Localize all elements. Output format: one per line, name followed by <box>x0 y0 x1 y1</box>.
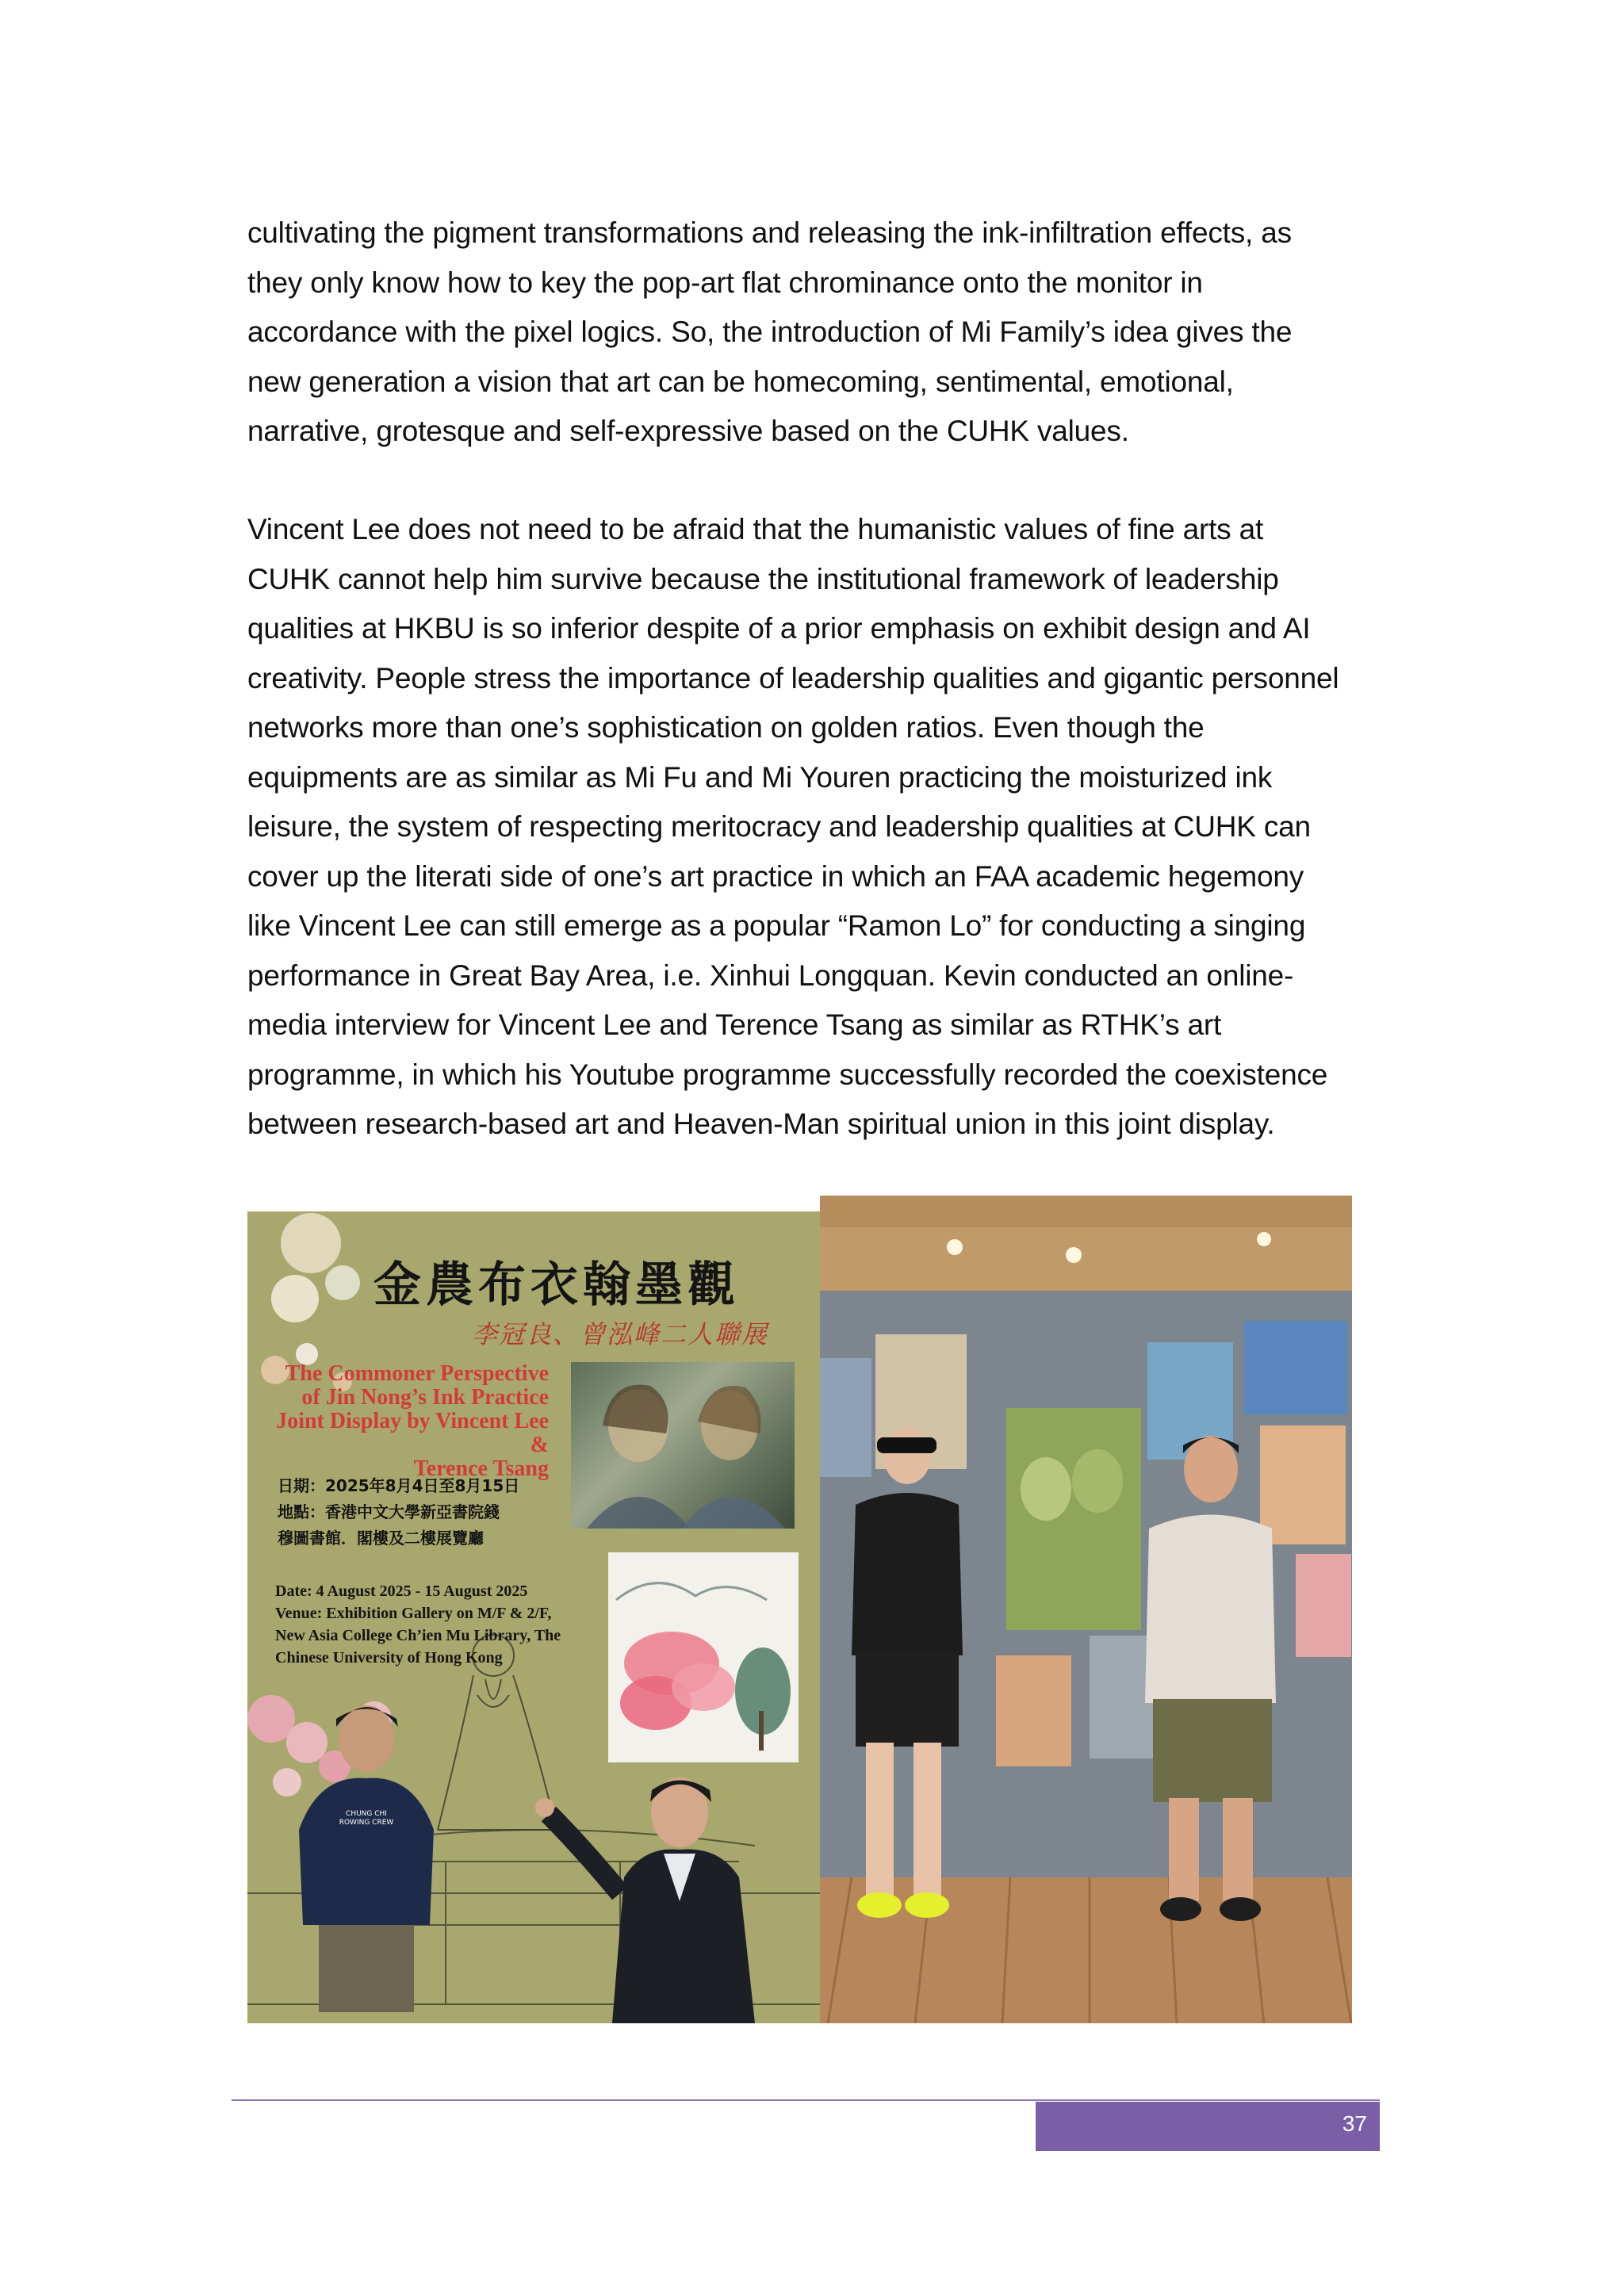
gallery-photo <box>820 1196 1352 2023</box>
paragraph-1 <box>247 209 1397 457</box>
paragraph-2-line: networks more than one’s sophistication on golden ratios. Even though the <box>247 711 1205 744</box>
paragraph-1-line: accordance with the pixel logics. So, the introduction of Mi Family’s idea gives the <box>247 316 1293 348</box>
paragraph-2-line: qualities at HKBU is so inferior despite of a prior emphasis on exhibit design and AI <box>247 612 1311 645</box>
poster-venue-zh-cont: 穆圖書館．閣樓及二樓展覽廳 <box>278 1529 484 1548</box>
paragraph-2 <box>247 505 1397 1150</box>
footer-bar <box>1036 2102 1380 2151</box>
paragraph-2-line: like Vincent Lee can still emerge as a popular “Ramon Lo” for conducting a singing <box>247 909 1306 942</box>
poster-title-line: Terence Tsang <box>413 1456 549 1481</box>
poster-venue-en-cont: New Asia College Ch’ien Mu Library, The <box>275 1627 561 1644</box>
paragraph-2-line: between research-based art and Heaven-Man spiritual union in this joint display. <box>247 1108 1275 1140</box>
paragraph-1-line: new generation a vision that art can be homecoming, sentimental, emotional, <box>247 365 1234 398</box>
poster-venue-en-cont: Chinese University of Hong Kong <box>275 1649 503 1667</box>
poster-title-line: Joint Display by Vincent Lee & <box>276 1409 549 1457</box>
exhibition-poster <box>247 1211 820 2023</box>
shirt-logo-text: CHUNG CHI ROWING CREW <box>339 1810 394 1827</box>
poster-venue-zh: 地點：香港中文大學新亞書院錢 <box>278 1502 500 1521</box>
poster-title-line: The Commoner Perspective <box>285 1361 549 1386</box>
paragraph-2-line: creativity. People stress the importance of leadership qualities and gigantic personnel <box>247 661 1339 695</box>
poster-date-zh: 日期：2025年8月4日至8月15日 <box>278 1476 520 1495</box>
paragraph-2-line: CUHK cannot help him survive because the institutional framework of leadership <box>247 562 1279 595</box>
paragraph-2-line: programme, in which his Youtube programme successfully recorded the coexistence <box>247 1058 1328 1091</box>
poster-people-figures <box>247 1211 820 2023</box>
poster-title-line: of Jin Nong’s Ink Practice <box>301 1385 549 1410</box>
poster-venue-en: Venue: Exhibition Gallery on M/F & 2/F, <box>275 1605 552 1622</box>
paragraph-1-line: they only know how to key the pop-art flat chrominance onto the monitor in <box>247 266 1203 299</box>
paragraph-1-line: narrative, grotesque and self-expressive based on the CUHK values. <box>247 415 1129 447</box>
paragraph-2-line: media interview for Vincent Lee and Terence Tsang as similar as RTHK’s art <box>247 1008 1222 1041</box>
paragraph-2-line: Vincent Lee does not need to be afraid that the humanistic values of fine arts at <box>247 513 1264 545</box>
exhibition-figure <box>247 1196 1352 2023</box>
paragraph-2-line: leisure, the system of respecting meritocracy and leadership qualities at CUHK can <box>247 810 1311 843</box>
poster-date-en: Date: 4 August 2025 - 15 August 2025 <box>275 1582 528 1600</box>
paragraph-1-line: cultivating the pigment transformations and releasing the ink-infiltration effects, as <box>247 216 1292 249</box>
page-number: 37 <box>1342 2111 1367 2136</box>
poster-title-chinese: 金農布衣翰墨觀 <box>373 1257 740 1313</box>
paragraph-2-line: performance in Great Bay Area, i.e. Xinhui Longquan. Kevin conducted an online- <box>247 959 1294 992</box>
footer-divider <box>232 2099 1380 2101</box>
paragraph-2-line: equipments are as similar as Mi Fu and Mi Youren practicing the moisturized ink <box>247 760 1273 794</box>
paragraph-2-line: cover up the literati side of one’s art practice in which an FAA academic hegemony <box>247 859 1304 893</box>
poster-subtitle-chinese: 李冠良、曾泓峰二人聯展 <box>471 1319 768 1349</box>
